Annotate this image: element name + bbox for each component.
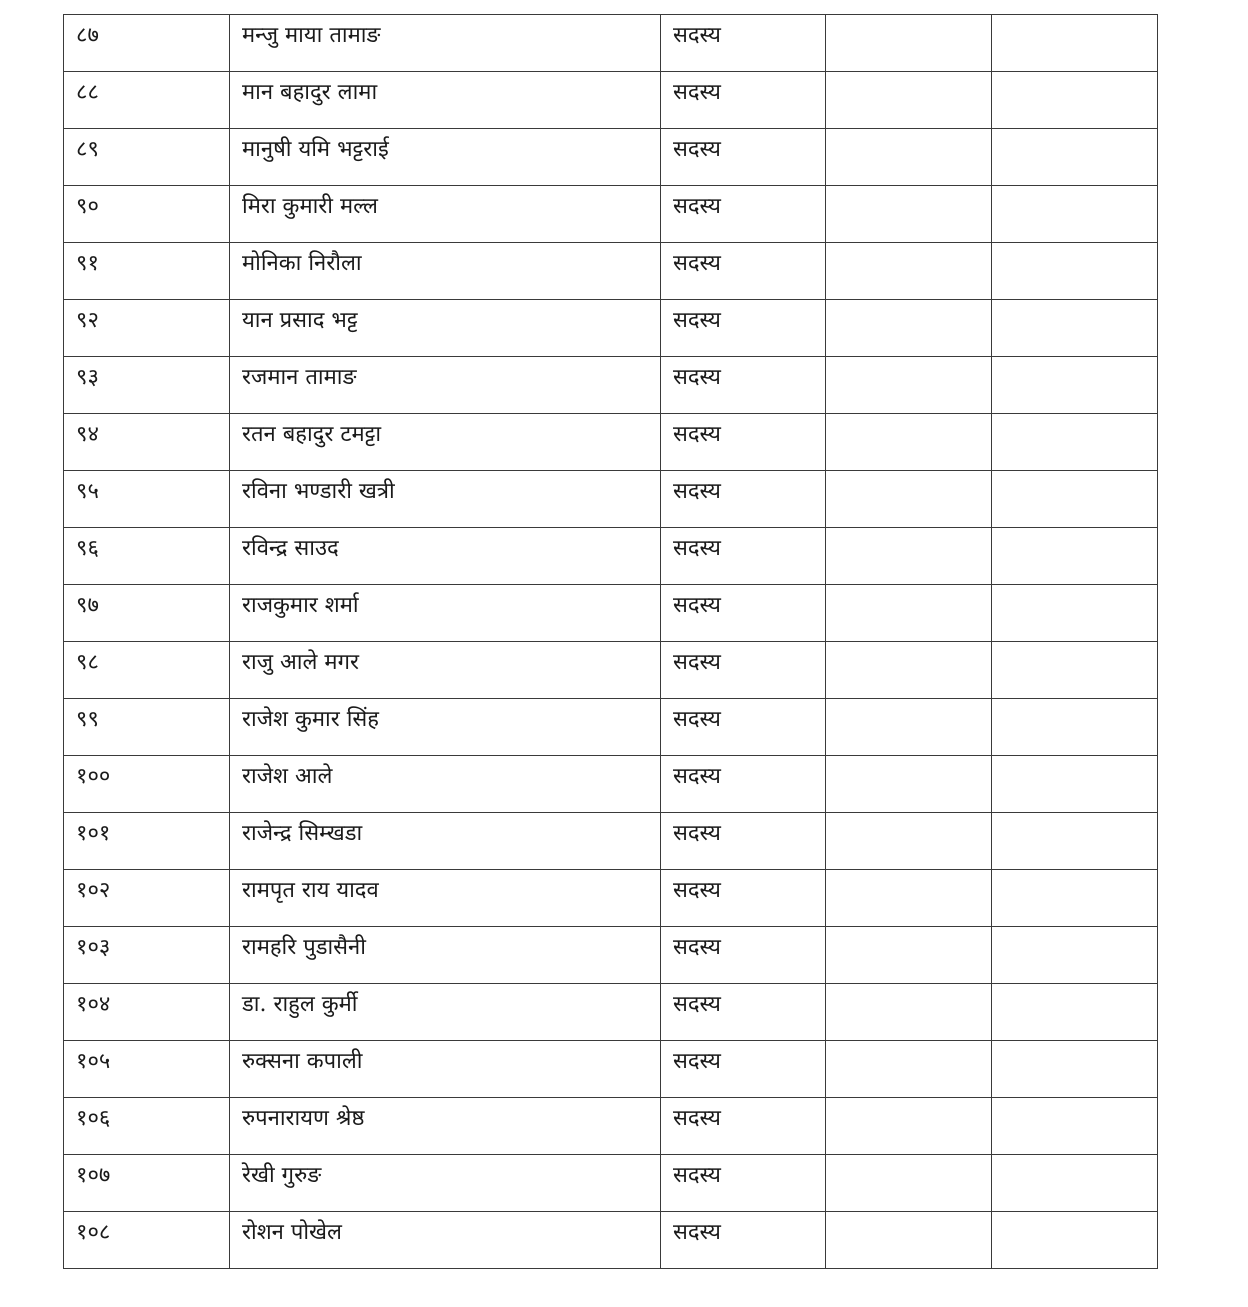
member-role-cell [661, 471, 826, 528]
empty-cell-a [826, 699, 992, 756]
empty-cell-a [826, 813, 992, 870]
serial-number-cell-text: ९० [76, 194, 99, 219]
member-name-cell [230, 471, 661, 528]
empty-cell-b [992, 129, 1158, 186]
table-row [64, 129, 1158, 186]
serial-number-cell-text: १०७ [76, 1163, 111, 1188]
serial-number-cell [64, 585, 230, 642]
empty-cell-a [826, 1098, 992, 1155]
empty-cell-a [826, 927, 992, 984]
empty-cell-a [826, 984, 992, 1041]
member-name-cell-text: मोनिका निरौला [242, 251, 362, 276]
serial-number-cell-text: ९१ [76, 251, 99, 276]
empty-cell-a [826, 471, 992, 528]
member-name-cell [230, 1098, 661, 1155]
serial-number-cell [64, 357, 230, 414]
empty-cell-a [826, 186, 992, 243]
serial-number-cell-text: ९७ [76, 593, 99, 618]
empty-cell-b [992, 1212, 1158, 1269]
member-role-cell [661, 927, 826, 984]
member-role-cell [661, 300, 826, 357]
serial-number-cell-text: ९४ [76, 422, 99, 447]
member-role-cell-text: सदस्य [673, 707, 721, 732]
member-role-cell-text: सदस्य [673, 1049, 721, 1074]
serial-number-cell [64, 528, 230, 585]
member-role-cell-text: सदस्य [673, 536, 721, 561]
serial-number-cell [64, 129, 230, 186]
member-name-cell [230, 528, 661, 585]
serial-number-cell [64, 72, 230, 129]
member-name-cell-text: मान बहादुर लामा [242, 80, 378, 105]
member-name-cell [230, 300, 661, 357]
serial-number-cell-text: १०१ [76, 821, 111, 846]
empty-cell-a [826, 642, 992, 699]
member-name-cell [230, 1212, 661, 1269]
empty-cell-a [826, 756, 992, 813]
table-row [64, 357, 1158, 414]
serial-number-cell-text: १०० [76, 764, 111, 789]
table-row [64, 243, 1158, 300]
serial-number-cell-text: ९२ [76, 308, 99, 333]
member-role-cell [661, 15, 826, 72]
table-row [64, 471, 1158, 528]
table-row [64, 1098, 1158, 1155]
empty-cell-a [826, 1155, 992, 1212]
member-role-cell-text: सदस्य [673, 935, 721, 960]
serial-number-cell [64, 870, 230, 927]
table-row [64, 72, 1158, 129]
serial-number-cell [64, 927, 230, 984]
member-name-cell-text: राजेश आले [242, 764, 333, 789]
empty-cell-b [992, 72, 1158, 129]
empty-cell-a [826, 72, 992, 129]
empty-cell-a [826, 528, 992, 585]
empty-cell-a [826, 414, 992, 471]
serial-number-cell [64, 1098, 230, 1155]
member-role-cell-text: सदस्य [673, 80, 721, 105]
member-name-cell-text: मिरा कुमारी मल्ल [242, 194, 378, 219]
member-role-cell-text: सदस्य [673, 365, 721, 390]
member-name-cell [230, 1041, 661, 1098]
empty-cell-b [992, 927, 1158, 984]
serial-number-cell-text: ९५ [76, 479, 99, 504]
table-row [64, 1212, 1158, 1269]
table-row [64, 15, 1158, 72]
table-row [64, 1041, 1158, 1098]
serial-number-cell [64, 414, 230, 471]
table-row [64, 528, 1158, 585]
member-name-cell-text: राजकुमार शर्मा [242, 593, 359, 618]
member-name-cell [230, 585, 661, 642]
serial-number-cell-text: ९९ [76, 707, 99, 732]
member-role-cell [661, 813, 826, 870]
member-name-cell [230, 129, 661, 186]
empty-cell-a [826, 585, 992, 642]
member-name-cell [230, 357, 661, 414]
member-name-cell-text: रेखी गुरुङ [242, 1163, 322, 1188]
member-name-cell [230, 699, 661, 756]
empty-cell-a [826, 1041, 992, 1098]
table-row [64, 927, 1158, 984]
empty-cell-b [992, 813, 1158, 870]
member-role-cell-text: सदस्य [673, 992, 721, 1017]
member-role-cell-text: सदस्य [673, 1220, 721, 1245]
empty-cell-a [826, 15, 992, 72]
empty-cell-b [992, 243, 1158, 300]
empty-cell-a [826, 357, 992, 414]
member-name-cell-text: राजेन्द्र सिम्खडा [242, 821, 363, 846]
serial-number-cell-text: ८८ [76, 80, 99, 105]
serial-number-cell-text: १०२ [76, 878, 111, 903]
empty-cell-b [992, 357, 1158, 414]
member-role-cell [661, 357, 826, 414]
empty-cell-b [992, 300, 1158, 357]
member-name-cell-text: रविना भण्डारी खत्री [242, 479, 395, 504]
member-role-cell [661, 1098, 826, 1155]
serial-number-cell [64, 813, 230, 870]
member-name-cell [230, 15, 661, 72]
member-name-cell-text: मन्जु माया तामाङ [242, 23, 381, 48]
member-role-cell [661, 1212, 826, 1269]
member-name-cell-text: यान प्रसाद भट्ट [242, 308, 358, 333]
empty-cell-b [992, 414, 1158, 471]
member-table [63, 14, 1158, 1269]
member-name-cell [230, 1155, 661, 1212]
table-row [64, 1155, 1158, 1212]
serial-number-cell [64, 300, 230, 357]
member-role-cell-text: सदस्य [673, 308, 721, 333]
member-name-cell-text: राजु आले मगर [242, 650, 359, 675]
empty-cell-b [992, 870, 1158, 927]
member-role-cell [661, 642, 826, 699]
empty-cell-a [826, 870, 992, 927]
empty-cell-b [992, 186, 1158, 243]
serial-number-cell [64, 642, 230, 699]
serial-number-cell-text: १०८ [76, 1220, 111, 1245]
serial-number-cell-text: १०५ [76, 1049, 111, 1074]
member-role-cell [661, 756, 826, 813]
member-name-cell-text: रामहरि पुडासैनी [242, 935, 366, 960]
member-name-cell-text: मानुषी यमि भट्टराई [242, 137, 389, 162]
member-role-cell [661, 870, 826, 927]
serial-number-cell-text: ८९ [76, 137, 99, 162]
member-role-cell-text: सदस्य [673, 764, 721, 789]
table-row [64, 870, 1158, 927]
member-role-cell [661, 1155, 826, 1212]
serial-number-cell-text: ९८ [76, 650, 99, 675]
member-name-cell-text: राजेश कुमार सिंह [242, 707, 379, 732]
table-row [64, 585, 1158, 642]
member-role-cell-text: सदस्य [673, 137, 721, 162]
member-role-cell-text: सदस्य [673, 1106, 721, 1131]
serial-number-cell [64, 15, 230, 72]
empty-cell-b [992, 585, 1158, 642]
member-role-cell [661, 414, 826, 471]
serial-number-cell [64, 186, 230, 243]
serial-number-cell [64, 471, 230, 528]
empty-cell-b [992, 471, 1158, 528]
serial-number-cell [64, 1155, 230, 1212]
member-role-cell-text: सदस्य [673, 1163, 721, 1188]
member-role-cell-text: सदस्य [673, 593, 721, 618]
member-name-cell-text: रुक्सना कपाली [242, 1049, 363, 1074]
serial-number-cell [64, 1041, 230, 1098]
serial-number-cell-text: १०४ [76, 992, 111, 1017]
member-name-cell [230, 984, 661, 1041]
member-name-cell-text: रजमान तामाङ [242, 365, 357, 390]
empty-cell-a [826, 300, 992, 357]
member-role-cell [661, 1041, 826, 1098]
empty-cell-a [826, 129, 992, 186]
serial-number-cell [64, 1212, 230, 1269]
empty-cell-b [992, 1041, 1158, 1098]
member-name-cell [230, 414, 661, 471]
member-name-cell [230, 243, 661, 300]
member-name-cell-text: रतन बहादुर टमट्टा [242, 422, 382, 447]
empty-cell-a [826, 243, 992, 300]
empty-cell-b [992, 528, 1158, 585]
member-role-cell-text: सदस्य [673, 194, 721, 219]
table-row [64, 642, 1158, 699]
member-role-cell [661, 585, 826, 642]
member-name-cell [230, 927, 661, 984]
member-name-cell-text: रोशन पोखेल [242, 1220, 342, 1245]
table-row [64, 699, 1158, 756]
member-role-cell [661, 528, 826, 585]
member-role-cell [661, 699, 826, 756]
member-role-cell-text: सदस्य [673, 251, 721, 276]
empty-cell-b [992, 15, 1158, 72]
table-row [64, 984, 1158, 1041]
member-name-cell-text: रामपृत राय यादव [242, 878, 379, 903]
member-name-cell [230, 813, 661, 870]
member-role-cell-text: सदस्य [673, 23, 721, 48]
member-role-cell [661, 186, 826, 243]
member-name-cell-text: डा. राहुल कुर्मी [242, 992, 358, 1017]
serial-number-cell-text: ८७ [76, 23, 99, 48]
empty-cell-b [992, 1155, 1158, 1212]
member-name-cell [230, 72, 661, 129]
empty-cell-a [826, 1212, 992, 1269]
empty-cell-b [992, 1098, 1158, 1155]
member-name-cell-text: रविन्द्र साउद [242, 536, 339, 561]
serial-number-cell-text: ९६ [76, 536, 99, 561]
member-role-cell-text: सदस्य [673, 650, 721, 675]
table-row [64, 186, 1158, 243]
empty-cell-b [992, 699, 1158, 756]
table-row [64, 756, 1158, 813]
member-role-cell [661, 243, 826, 300]
member-role-cell-text: सदस्य [673, 479, 721, 504]
member-name-cell [230, 870, 661, 927]
empty-cell-b [992, 984, 1158, 1041]
table-row [64, 813, 1158, 870]
member-role-cell [661, 984, 826, 1041]
serial-number-cell-text: १०६ [76, 1106, 111, 1131]
serial-number-cell-text: १०३ [76, 935, 111, 960]
table-row [64, 414, 1158, 471]
empty-cell-b [992, 756, 1158, 813]
serial-number-cell [64, 243, 230, 300]
member-role-cell [661, 129, 826, 186]
serial-number-cell [64, 699, 230, 756]
member-role-cell [661, 72, 826, 129]
member-role-cell-text: सदस्य [673, 878, 721, 903]
serial-number-cell [64, 756, 230, 813]
member-name-cell-text: रुपनारायण श्रेष्ठ [242, 1106, 365, 1131]
member-name-cell [230, 642, 661, 699]
serial-number-cell [64, 984, 230, 1041]
member-role-cell-text: सदस्य [673, 821, 721, 846]
member-name-cell [230, 186, 661, 243]
table-row [64, 300, 1158, 357]
member-role-cell-text: सदस्य [673, 422, 721, 447]
empty-cell-b [992, 642, 1158, 699]
serial-number-cell-text: ९३ [76, 365, 99, 390]
member-name-cell [230, 756, 661, 813]
member-table-body [64, 15, 1158, 1269]
